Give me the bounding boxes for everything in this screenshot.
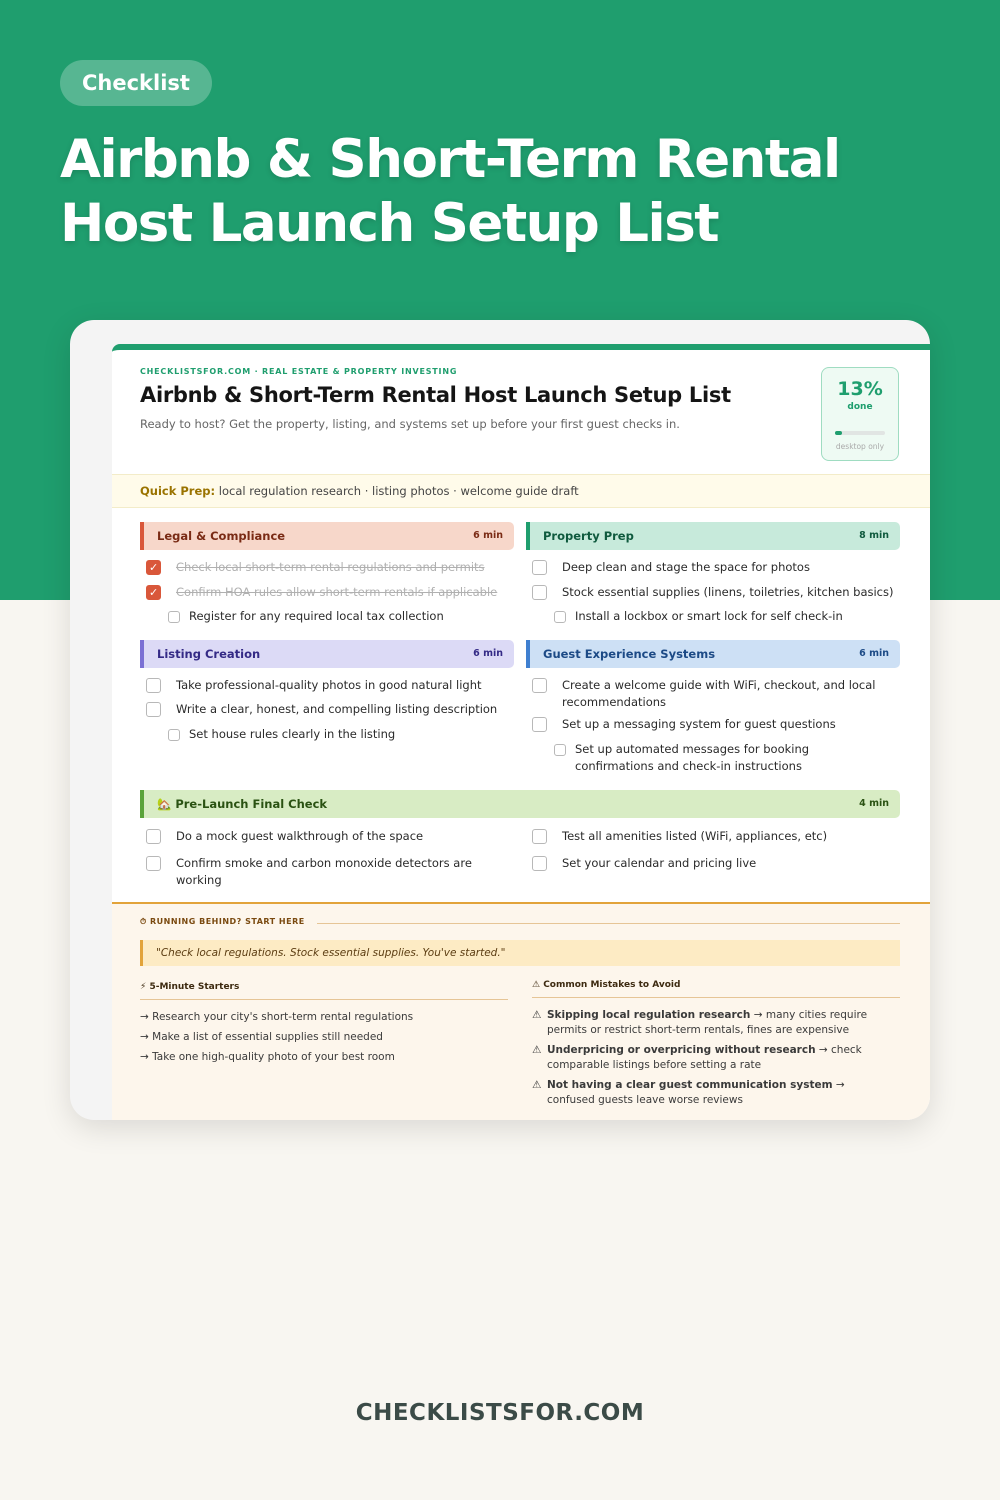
section-header-listing[interactable] [140,640,514,668]
checkbox-checked[interactable] [146,585,161,600]
item-text: Set up automated messages for booking confirmations and check-in instructions [575,742,810,773]
checklist-item[interactable] [532,584,902,601]
hero-title-line-1: Airbnb & Short-Term Rental [60,129,840,190]
item-text: Set your calendar and pricing live [562,856,757,870]
checklist-subitem[interactable] [554,608,902,625]
section-header-property[interactable] [526,522,900,550]
checkbox-checked[interactable] [146,560,161,575]
quick-prep-label: Quick Prep: [140,484,216,498]
card-title: Airbnb & Short-Term Rental Host Launch Setup List [140,383,731,407]
section-time: 6 min [473,530,503,541]
quick-prep-text: local regulation research · listing photos · welcome guide draft [218,484,579,498]
checklist-item[interactable] [532,559,902,576]
item-text: Deep clean and stage the space for photos [562,560,810,574]
progress-note: desktop only [835,442,885,451]
item-text: Register for any required local tax collection [189,609,444,623]
section-header-guest[interactable] [526,640,900,668]
item-text: Do a mock guest walkthrough of the space [176,829,424,843]
item-text: Confirm smoke and carbon monoxide detectors are working [176,856,472,887]
checklist-item[interactable] [146,584,516,601]
mistake-title: Not having a clear guest communication system [547,1079,833,1091]
section-time: 8 min [859,530,889,541]
section-time: 6 min [473,648,503,659]
checkbox[interactable] [532,585,547,600]
checkbox[interactable] [532,829,547,844]
hero-title-line-2: Host Launch Setup List [60,193,719,254]
checkbox[interactable] [168,611,180,623]
checklist-item[interactable] [146,828,516,845]
starters-heading: ⚡ 5-Minute Starters [140,982,240,992]
checklist-subitem[interactable] [168,726,516,743]
mistake-item [532,1043,892,1073]
section-header-legal[interactable] [140,522,514,550]
checklist-item[interactable] [146,559,516,576]
section-time: 4 min [859,798,889,809]
checklist-item[interactable] [532,677,888,711]
progress-label: done [847,402,873,412]
item-text: Set up a messaging system for guest questions [562,717,836,731]
checkbox[interactable] [146,702,161,717]
checkbox[interactable] [168,729,180,741]
quick-prep-bar [112,474,930,508]
item-text: Stock essential supplies (linens, toiletries, kitchen basics) [562,585,894,599]
section-title: Property Prep [543,529,634,543]
checklist-item[interactable] [146,855,506,889]
divider [317,923,900,924]
checklist-item[interactable] [146,701,516,718]
section-title: Legal & Compliance [157,529,286,543]
starter-item: → Research your city's short-term rental regulations [140,1011,414,1023]
item-text: Write a clear, honest, and compelling listing description [176,702,498,716]
warning-icon: ⚠ [532,1009,542,1021]
divider [532,997,900,998]
checklist-badge: Checklist [60,60,212,106]
mistake-item [532,1008,892,1038]
warning-icon: ⚠ [532,1079,542,1091]
footer-site-name[interactable]: CHECKLISTSFOR.COM [355,1400,645,1426]
motivation-quote: "Check local regulations. Stock essential supplies. You've started." [140,940,900,966]
section-title: Listing Creation [157,647,261,661]
checkbox[interactable] [554,744,566,756]
section-header-prelaunch[interactable] [140,790,900,818]
progress-widget [821,367,899,461]
mistake-item [532,1078,892,1108]
checklist-item[interactable] [532,716,902,733]
mistake-detail: → confused guests leave worse reviews [547,1079,845,1106]
section-title: 🏡 Pre-Launch Final Check [157,797,328,811]
checklist-item[interactable] [532,855,902,872]
checklist-subitem[interactable] [168,608,516,625]
preview-frame [70,320,930,1120]
item-text: Install a lockbox or smart lock for self check-in [575,609,843,623]
progress-bar-fill [835,431,842,435]
mistake-detail: → many cities require permits or restrict short-term rentals, fines are expensive [547,1009,868,1036]
progress-percent: 13% [837,378,883,400]
hero-title [60,128,960,256]
checklist-card [112,344,930,1120]
divider [140,999,508,1000]
mistake-detail: → check comparable listings before setting a rate [547,1044,862,1071]
running-behind-panel [112,902,930,1120]
card-subtitle: Ready to host? Get the property, listing, and systems set up before your first guest checks in. [140,417,680,431]
item-text: Confirm HOA rules allow short-term rentals if applicable [176,585,498,599]
starter-item: → Take one high-quality photo of your best room [140,1051,395,1063]
checkbox[interactable] [532,717,547,732]
site-category: CHECKLISTSFOR.COM · REAL ESTATE & PROPERTY INVESTING [140,367,458,376]
checkbox[interactable] [554,611,566,623]
checkbox[interactable] [146,856,161,871]
section-time: 6 min [859,648,889,659]
mistakes-heading: ⚠ Common Mistakes to Avoid [532,980,681,990]
progress-bar [835,431,885,435]
item-text: Take professional-quality photos in good natural light [176,678,482,692]
item-text: Set house rules clearly in the listing [189,727,396,741]
checkbox[interactable] [146,829,161,844]
mistake-title: Underpricing or overpricing without research [547,1044,816,1056]
item-text: Test all amenities listed (WiFi, appliances, etc) [562,829,828,843]
checkbox[interactable] [532,856,547,871]
running-behind-title: ⏱ RUNNING BEHIND? START HERE [140,917,305,926]
checkbox[interactable] [532,560,547,575]
mistake-title: Skipping local regulation research [547,1009,751,1021]
item-text: Create a welcome guide with WiFi, checkout, and local recommendations [562,678,876,709]
warning-icon: ⚠ [532,1044,542,1056]
checklist-item[interactable] [532,828,902,845]
section-title: Guest Experience Systems [543,647,716,661]
checkbox[interactable] [146,678,161,693]
item-text: Check local short-term rental regulations and permits [176,560,485,574]
checkbox[interactable] [532,678,547,693]
checklist-item[interactable] [146,677,516,694]
checklist-subitem[interactable] [554,741,844,775]
starter-item: → Make a list of essential supplies still needed [140,1031,383,1043]
